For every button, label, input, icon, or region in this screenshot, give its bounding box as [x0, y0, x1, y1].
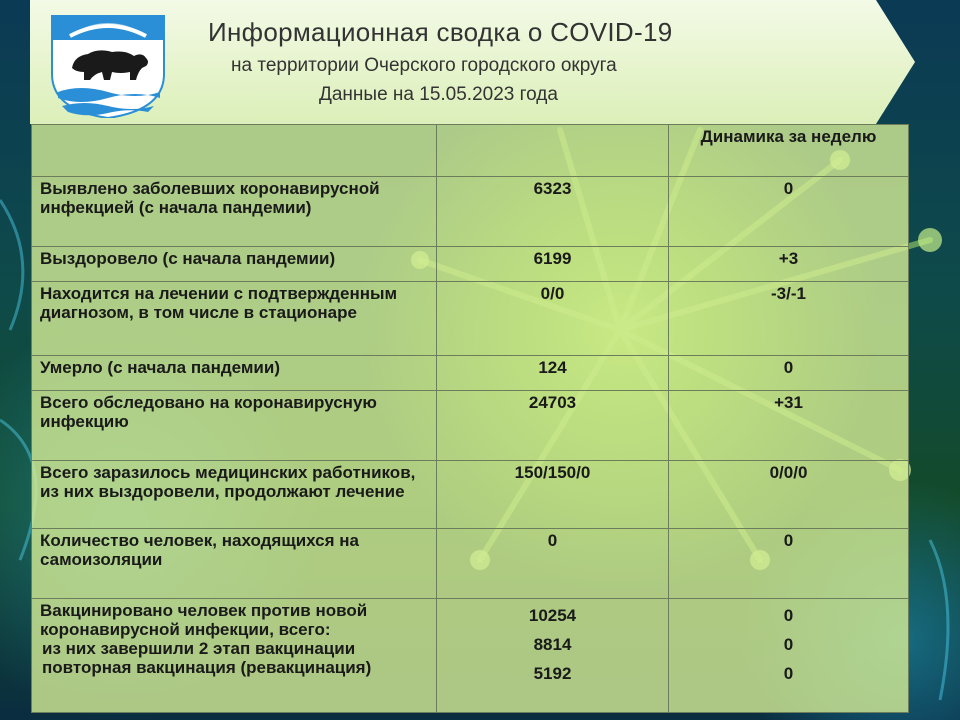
vaccination-label-sub2: повторная вакцинация (ревакцинация): [42, 658, 372, 677]
table-row: [32, 461, 909, 529]
page-title: Информационная сводка о COVID-19: [208, 17, 673, 47]
report-date: Данные на 15.05.2023 года: [319, 84, 558, 105]
page-subtitle: на территории Очерского городского округа: [231, 55, 617, 76]
table-header-row: [32, 125, 909, 177]
row-label: Всего заразилось медицинских работников, из них выздоровели, продолжают лечение: [32, 461, 437, 529]
vaccination-dynamics-revaccination: 0: [783, 664, 794, 683]
row-dynamics: +3: [669, 247, 909, 282]
row-value: 0: [437, 529, 669, 599]
row-dynamics: 0/0/0: [669, 461, 909, 529]
row-dynamics: -3/-1: [669, 282, 909, 356]
row-label: Находится на лечении с подтвержденным диагнозом, в том числе в стационаре: [32, 282, 437, 356]
row-label: Выздоровело (с начала пандемии): [32, 247, 437, 282]
vaccination-label-sub1: из них завершили 2 этап вакцинации: [42, 639, 356, 658]
table-row-vaccination: [32, 599, 909, 713]
row-dynamics: 0: [669, 529, 909, 599]
header-empty-cell: [32, 125, 437, 177]
row-value: 150/150/0: [437, 461, 669, 529]
row-label: Умерло (с начала пандемии): [32, 356, 437, 391]
table-row: [32, 247, 909, 282]
table-row: [32, 356, 909, 391]
row-dynamics: 0: [669, 356, 909, 391]
vaccination-value-stage2: 8814: [533, 635, 572, 654]
vaccination-dynamics-stage2: 0: [783, 635, 794, 654]
covid-stats-table: [31, 124, 909, 713]
vaccination-dynamics: [669, 599, 909, 713]
row-label: Всего обследовано на коронавирусную инфекцию: [32, 391, 437, 461]
vaccination-value-revaccination: 5192: [533, 664, 572, 683]
vaccination-label: [32, 599, 437, 713]
city-crest-icon: [50, 14, 166, 118]
table-row: [32, 177, 909, 247]
dynamics-header: Динамика за неделю: [669, 125, 909, 177]
row-label: Количество человек, находящихся на самоизоляции: [32, 529, 437, 599]
row-value: 0/0: [437, 282, 669, 356]
row-label: Выявлено заболевших коронавирусной инфекцией (с начала пандемии): [32, 177, 437, 247]
vaccination-values: [437, 599, 669, 713]
vaccination-value-total: 10254: [528, 606, 577, 625]
row-value: 24703: [437, 391, 669, 461]
row-dynamics: +31: [669, 391, 909, 461]
vaccination-dynamics-total: 0: [783, 606, 794, 625]
table-row: [32, 282, 909, 356]
row-value: 124: [437, 356, 669, 391]
row-value: 6323: [437, 177, 669, 247]
row-dynamics: 0: [669, 177, 909, 247]
vaccination-label-main: Вакцинировано человек против новой коронавирусной инфекции, всего:: [40, 601, 368, 639]
row-value: 6199: [437, 247, 669, 282]
table-row: [32, 391, 909, 461]
header-empty-cell: [437, 125, 669, 177]
table-row: [32, 529, 909, 599]
